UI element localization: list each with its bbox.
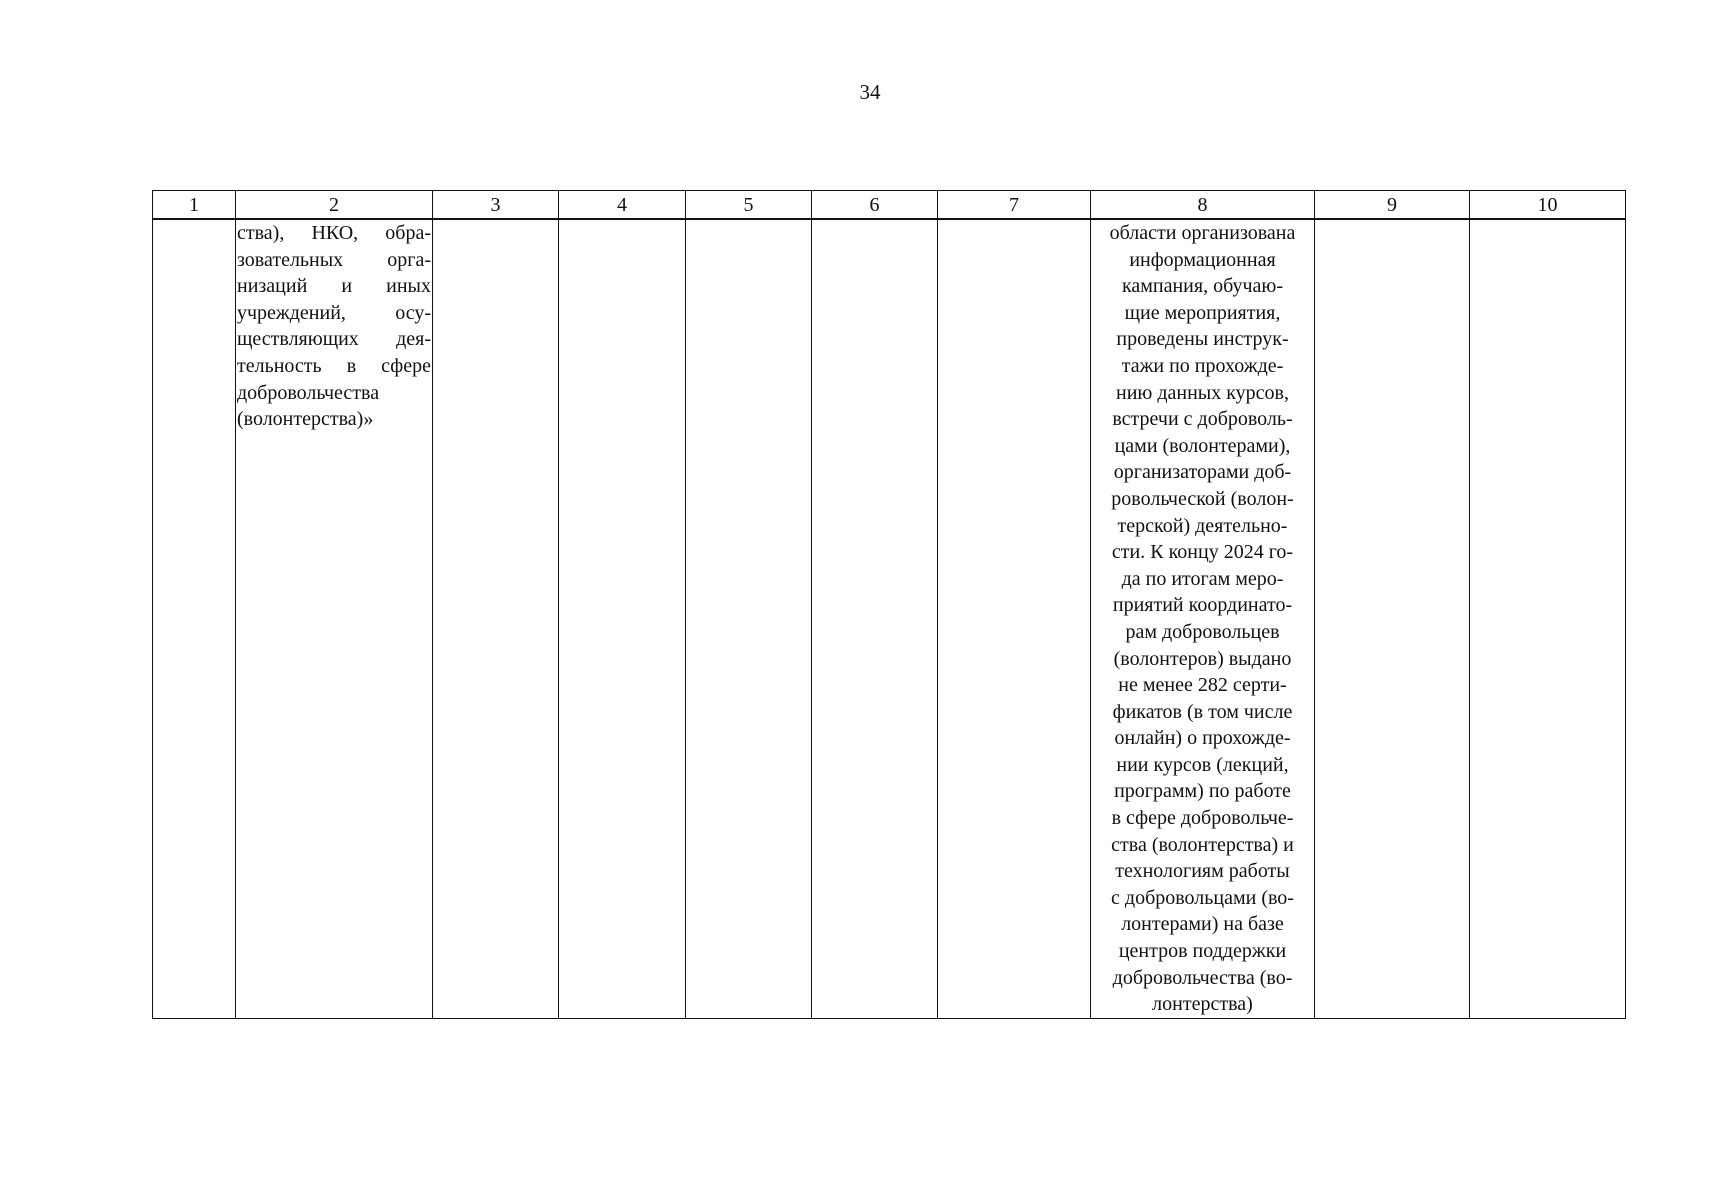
cell-text-line: организаторами доб- (1113, 461, 1292, 484)
cell-col-2 (236, 219, 433, 1018)
cell-text-line: проведены инструк- (1116, 328, 1289, 351)
column-header-1: 1 (153, 191, 236, 220)
cell-col-7 (938, 219, 1091, 1018)
cell-col-9 (1315, 219, 1470, 1018)
cell-text-line: да по итогам меро- (1121, 567, 1284, 590)
page-number: 34 (859, 80, 881, 104)
table-header-row (153, 191, 1626, 220)
cell-text-line: центров поддержки (1118, 940, 1287, 963)
cell-text-line: встречи с доброволь- (1112, 408, 1293, 431)
cell-text-line: фикатов (в том числе (1112, 700, 1293, 723)
cell-text-line: лонтерства) (1152, 993, 1253, 1016)
cell-text-line: зовательных орга- (237, 248, 431, 271)
cell-text-line: ществляющих дея- (237, 328, 431, 351)
cell-text-line: с добровольцами (во- (1111, 886, 1294, 909)
cell-text-line: тажи по прохожде- (1121, 354, 1284, 377)
column-header-3: 3 (433, 191, 559, 220)
column-header-2: 2 (236, 191, 433, 220)
cell-text-line: не менее 282 серти- (1118, 674, 1287, 697)
column-header-10: 10 (1470, 191, 1626, 220)
table-row (153, 219, 1626, 1018)
cell-text-line: тельность в сфере (237, 354, 431, 377)
cell-text-line: щие мероприятия, (1124, 301, 1281, 324)
column-header-5: 5 (686, 191, 812, 220)
column-header-9: 9 (1315, 191, 1470, 220)
cell-col-5 (686, 219, 812, 1018)
cell-text-line: (волонтеров) выдано (1113, 647, 1292, 670)
cell-text-line: онлайн) о прохожде- (1114, 727, 1291, 750)
cell-col-4 (559, 219, 686, 1018)
cell-col-6 (812, 219, 938, 1018)
cell-text-line: ства (волонтерства) и (1111, 833, 1294, 856)
cell-col-8 (1091, 219, 1315, 1018)
cell-text-line: области организована (1109, 222, 1296, 244)
column-header-6: 6 (812, 191, 938, 220)
cell-text-line: сти. К концу 2024 го- (1111, 541, 1294, 564)
cell-text-line: добровольчества (237, 381, 380, 404)
cell-text-line: ства), НКО, обра- (237, 222, 431, 244)
cell-text-line: программ) по работе (1114, 780, 1291, 803)
cell-text-line: технологиям работы (1115, 860, 1290, 883)
cell-col-10 (1470, 219, 1626, 1018)
cell-text-line: добровольчества (во- (1112, 966, 1293, 989)
cell-col-3 (433, 219, 559, 1018)
column-header-8: 8 (1091, 191, 1315, 220)
column-header-4: 4 (559, 191, 686, 220)
cell-text-line: учреждений, осу- (237, 301, 431, 324)
document-table (152, 190, 1626, 1019)
cell-text-line: (волонтерства)» (237, 408, 374, 431)
cell-text-line: рам добровольцев (1125, 620, 1280, 643)
cell-text-line: информационная (1129, 248, 1276, 271)
cell-text-line: нию данных курсов, (1116, 381, 1289, 404)
cell-col-1 (153, 219, 236, 1018)
cell-text-line: нии курсов (лекций, (1116, 753, 1289, 776)
cell-text-line: ровольческой (волон- (1111, 487, 1294, 510)
cell-text-line: кампания, обучаю- (1121, 275, 1284, 298)
cell-text-line: цами (волонтерами), (1114, 434, 1291, 457)
cell-text-line: в сфере добровольче- (1111, 807, 1294, 830)
cell-text-line: приятий координато- (1112, 594, 1293, 617)
cell-text-line: низаций и иных (237, 275, 431, 298)
column-header-7: 7 (938, 191, 1091, 220)
cell-text-line: лонтерами) на базе (1121, 913, 1284, 936)
cell-text-line: терской) деятельно- (1117, 514, 1288, 537)
